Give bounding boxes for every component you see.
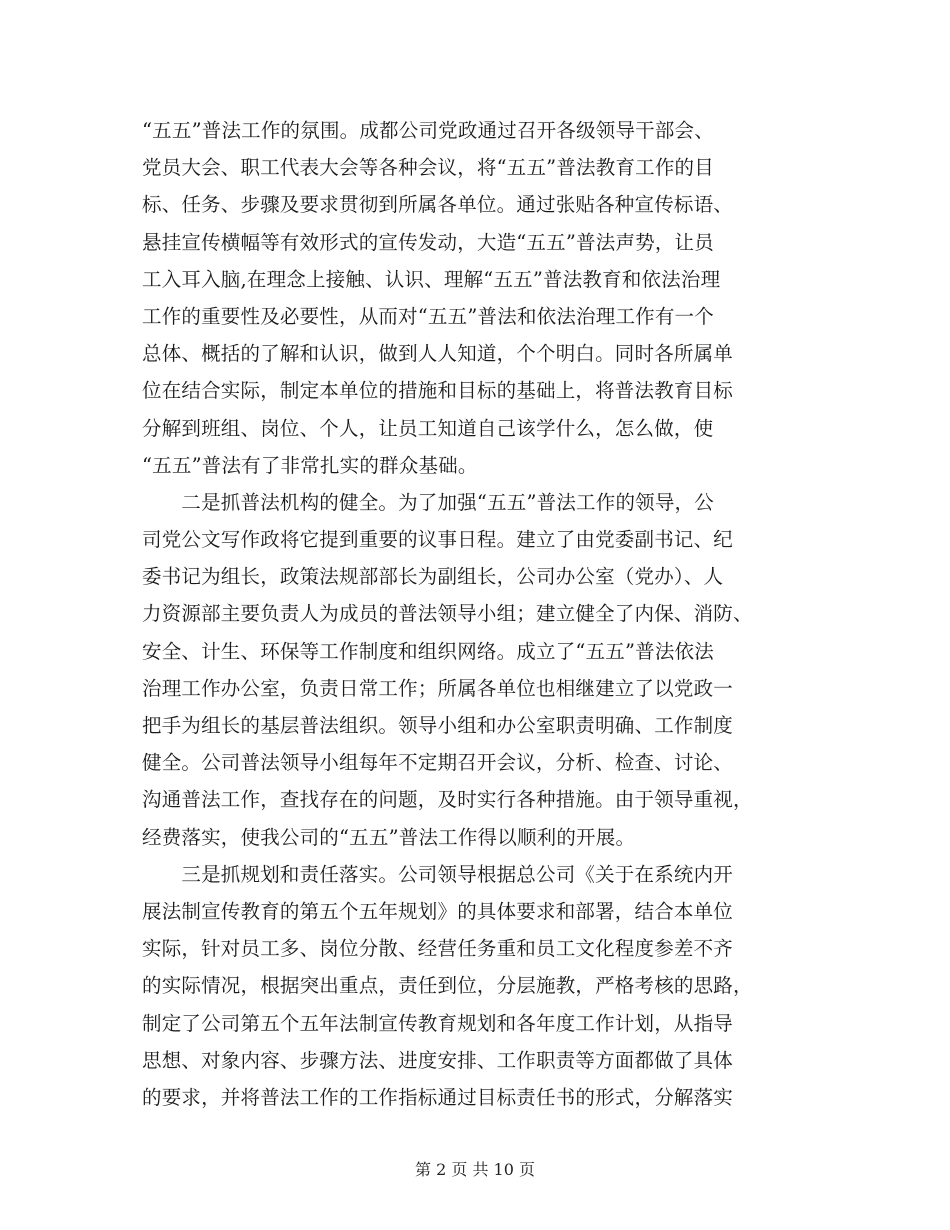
text-line: 经费落实，使我公司的“五五”普法工作得以顺利的开展。 [142, 825, 636, 849]
text-line: 工作的重要性及必要性，从而对“五五”普法和依法治理工作有一个 [142, 304, 714, 328]
text-line: 委书记为组长，政策法规部部长为副组长，公司办公室（党办）、人 [142, 565, 724, 589]
page-number-footer: 第 2 页 共 10 页 [415, 1160, 535, 1179]
text-line: 健全。公司普法领导小组每年不定期召开会议，分析、检查、讨论、 [142, 751, 734, 775]
text-line: 三是抓规划和责任落实。公司领导根据总公司《关于在系统内开 [142, 862, 734, 886]
text-line: 治理工作办公室，负责日常工作；所属各单位也相继建立了以党政一 [142, 676, 734, 700]
text-line: “五五”普法有了非常扎实的群众基础。 [142, 453, 478, 477]
text-line: 思想、对象内容、步骤方法、进度安排、工作职责等方面都做了具体 [142, 1048, 734, 1072]
text-line: 把手为组长的基层普法组织。领导小组和办公室职责明确、工作制度 [142, 714, 734, 737]
text-line: 的要求，并将普法工作的工作指标通过目标责任书的形式，分解落实 [142, 1085, 734, 1109]
text-line: 的实际情况，根据突出重点，责任到位，分层施教，严格考核的思路， [142, 974, 753, 998]
text-line: 总体、概括的了解和认识，做到人人知道，个个明白。同时各所属单 [142, 342, 734, 366]
text-line: 制定了公司第五个五年法制宣传教育规划和各年度工作计划，从指导 [142, 1011, 734, 1035]
text-line: 二是抓普法机构的健全。为了加强“五五”普法工作的领导，公 [142, 490, 714, 514]
text-line: 安全、计生、环保等工作制度和组织网络。成立了“五五”普法依法 [142, 639, 714, 663]
text-line: 党员大会、职工代表大会等各种会议，将“五五”普法教育工作的目 [142, 156, 714, 180]
text-line: 沟通普法工作，查找存在的问题，及时实行各种措施。由于领导重视， [142, 788, 753, 812]
body-text [142, 112, 802, 1116]
text-line: 展法制宣传教育的第五个五年规划》的具体要求和部署，结合本单位 [142, 899, 734, 923]
text-line: 实际，针对员工多、岗位分散、经营任务重和员工文化程度参差不齐 [142, 937, 734, 961]
text-line: 司党公文写作政将它提到重要的议事日程。建立了由党委副书记、纪 [142, 528, 734, 552]
text-line: 分解到班组、岗位、个人，让员工知道自己该学什么，怎么做，使 [142, 416, 714, 440]
text-line: 标、任务、步骤及要求贯彻到所属各单位。通过张贴各种宣传标语、 [142, 193, 734, 217]
text-line: 悬挂宣传横幅等有效形式的宣传发动，大造“五五”普法声势，让员 [142, 230, 714, 254]
text-line: 力资源部主要负责人为成员的普法领导小组；建立健全了内保、消防、 [142, 602, 753, 626]
text-line: “五五”普法工作的氛围。成都公司党政通过召开各级领导干部会、 [142, 119, 714, 142]
text-line: 工入耳入脑,在理念上接触、认识、理解“五五”普法教育和依法治理 [142, 267, 721, 291]
text-line: 位在结合实际，制定本单位的措施和目标的基础上，将普法教育目标 [142, 379, 734, 403]
